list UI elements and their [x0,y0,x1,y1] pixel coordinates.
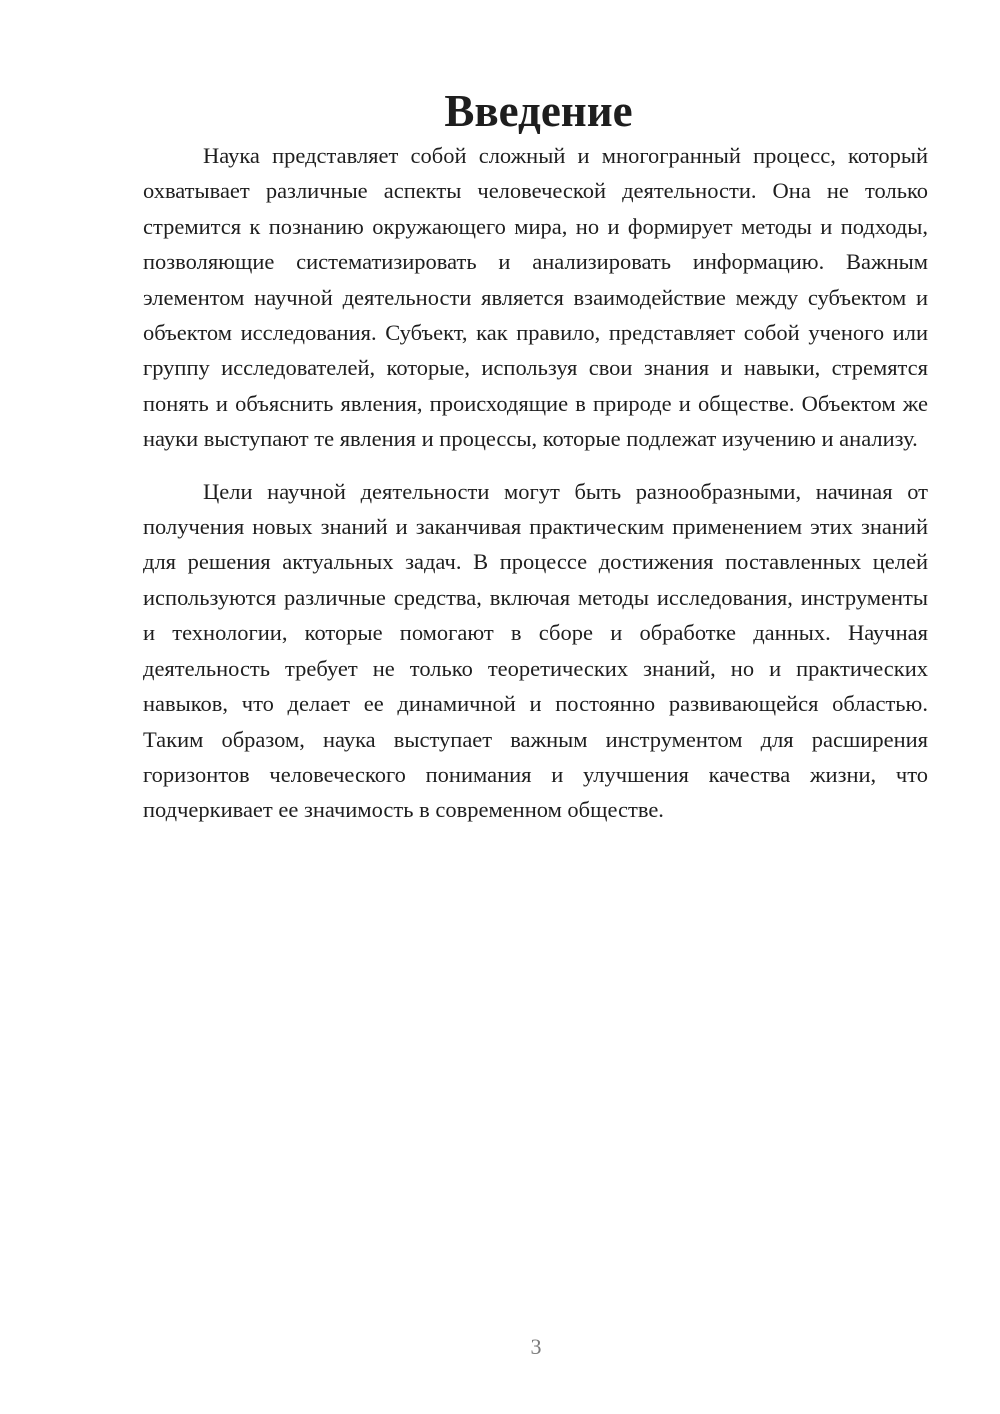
document-body [143,86,928,828]
paragraph-2: Цели научной деятельности могут быть разнообразными, начиная от получения новых знаний и заканчивая практическим применением этих знаний для решения актуальных задач. В процессе достижения поставленных целей используются различные средства, включая методы исследования, инструменты и технологии, которые помогают в сборе и обработке данных. Научная деятельность требует не только теоретических знаний, но и практических навыков, что делает ее динамичной и постоянно развивающейся областью. Таким образом, наука выступает важным инструментом для расширения горизонтов человеческого понимания и улучшения качества жизни, что подчеркивает ее значимость в современном обществе. [143,478,928,823]
section-heading: Введение [444,86,633,136]
paragraph-1: Наука представляет собой сложный и многогранный процесс, который охватывает различные аспекты человеческой деятельности. Она не только стремится к познанию окружающего мира, но и формирует методы и подходы, позволяющие систематизировать и анализировать информацию. Важным элементом научной деятельности является взаимодействие между субъектом и объектом исследования. Субъект, как правило, представляет собой ученого или группу исследователей, которые, используя свои знания и навыки, стремятся понять и объяснить явления, происходящие в природе и обществе. Объектом же науки выступают те явления и процессы, которые подлежат изучению и анализу. [143,143,928,452]
page-number: 3 [530,1334,542,1359]
